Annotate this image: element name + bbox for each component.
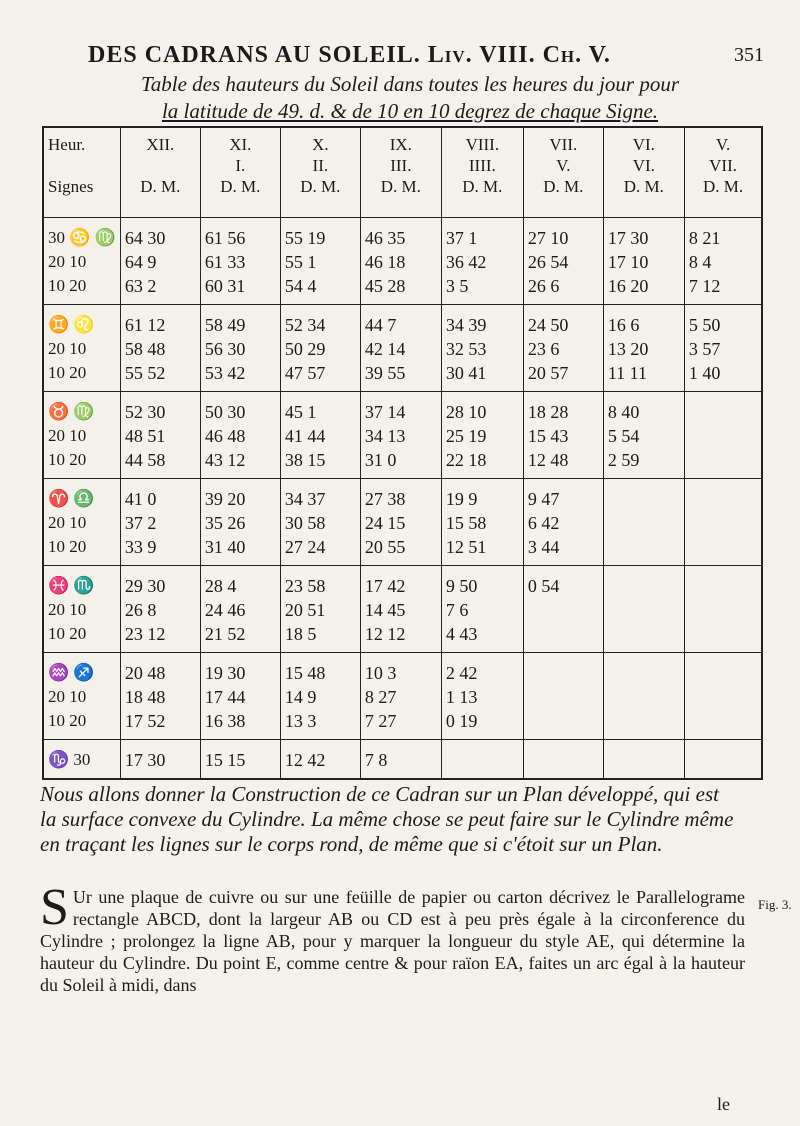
value-cell: 55 19: [280, 218, 360, 251]
value-cell: [684, 653, 762, 686]
value-cell: 24 46: [200, 598, 280, 622]
value-cell: 20 48: [120, 653, 200, 686]
value-cell: 3 5: [441, 274, 523, 305]
value-cell: 9 47: [523, 479, 603, 512]
value-cell: 34 39: [441, 305, 523, 338]
header-hour-2: [200, 127, 280, 218]
header-line: [125, 155, 196, 176]
value-cell: 42 14: [360, 337, 441, 361]
header-hour-1: [120, 127, 200, 218]
table-row: [43, 511, 762, 535]
value-cell: 44 7: [360, 305, 441, 338]
sign-cell: 30 ♋ ♍: [43, 218, 120, 251]
value-cell: 13 3: [280, 709, 360, 740]
value-cell: 10 3: [360, 653, 441, 686]
value-cell: 61 56: [200, 218, 280, 251]
value-cell: 28 10: [441, 392, 523, 425]
value-cell: 21 52: [200, 622, 280, 653]
value-cell: 64 30: [120, 218, 200, 251]
header-line: XI.: [229, 135, 252, 154]
value-cell: [603, 685, 684, 709]
value-cell: 19 30: [200, 653, 280, 686]
value-cell: 20 55: [360, 535, 441, 566]
value-cell: [684, 622, 762, 653]
value-cell: 45 1: [280, 392, 360, 425]
value-cell: 8 27: [360, 685, 441, 709]
sign-cell: 20 10: [43, 511, 120, 535]
value-cell: 2 42: [441, 653, 523, 686]
value-cell: 58 48: [120, 337, 200, 361]
sign-cell: ♓ ♏: [43, 566, 120, 599]
header-line: D. M.: [623, 177, 664, 196]
value-cell: 25 19: [441, 424, 523, 448]
value-cell: 13 20: [603, 337, 684, 361]
sign-cell: 10 20: [43, 274, 120, 305]
sign-cell: 10 20: [43, 448, 120, 479]
value-cell: 30 41: [441, 361, 523, 392]
value-cell: 8 4: [684, 250, 762, 274]
value-cell: 0 19: [441, 709, 523, 740]
value-cell: 5 50: [684, 305, 762, 338]
value-cell: 12 51: [441, 535, 523, 566]
header-line: VI.: [632, 156, 655, 175]
value-cell: 16 38: [200, 709, 280, 740]
header-hour-6: [523, 127, 603, 218]
table-row: [43, 448, 762, 479]
sign-cell: 10 20: [43, 709, 120, 740]
value-cell: 18 48: [120, 685, 200, 709]
value-cell: [603, 622, 684, 653]
header-line: XII.: [146, 135, 175, 154]
value-cell: 39 20: [200, 479, 280, 512]
value-cell: 55 52: [120, 361, 200, 392]
sign-cell: 10 20: [43, 535, 120, 566]
value-cell: 44 58: [120, 448, 200, 479]
value-cell: 38 15: [280, 448, 360, 479]
value-cell: [684, 448, 762, 479]
table-row: [43, 218, 762, 251]
value-cell: [684, 535, 762, 566]
value-cell: 22 18: [441, 448, 523, 479]
header-hour-8: [684, 127, 762, 218]
table-row: [43, 709, 762, 740]
value-cell: 56 30: [200, 337, 280, 361]
table-row: [43, 479, 762, 512]
value-cell: 34 37: [280, 479, 360, 512]
sign-cell: 20 10: [43, 337, 120, 361]
value-cell: 17 10: [603, 250, 684, 274]
header-line: X.: [312, 135, 329, 154]
header-line: III.: [390, 156, 412, 175]
value-cell: 30 58: [280, 511, 360, 535]
header-line: Signes: [48, 177, 94, 196]
value-cell: [523, 740, 603, 780]
sign-cell: 20 10: [43, 250, 120, 274]
value-cell: [603, 740, 684, 780]
value-cell: 41 0: [120, 479, 200, 512]
value-cell: [684, 740, 762, 780]
value-cell: 52 30: [120, 392, 200, 425]
header-line: D. M.: [703, 177, 744, 196]
header-line: VIII.: [465, 135, 500, 154]
table-row: [43, 622, 762, 653]
value-cell: 7 6: [441, 598, 523, 622]
value-cell: 46 48: [200, 424, 280, 448]
header-line: II.: [312, 156, 329, 175]
value-cell: 48 51: [120, 424, 200, 448]
value-cell: 31 40: [200, 535, 280, 566]
table-title-line-1: Table des hauteurs du Soleil dans toutes les heures du jour pour: [140, 72, 680, 96]
value-cell: 14 9: [280, 685, 360, 709]
value-cell: 41 44: [280, 424, 360, 448]
value-cell: [684, 598, 762, 622]
value-cell: 24 15: [360, 511, 441, 535]
sign-cell: 20 10: [43, 424, 120, 448]
value-cell: 6 42: [523, 511, 603, 535]
header-line: D. M.: [220, 177, 261, 196]
value-cell: 23 6: [523, 337, 603, 361]
value-cell: 37 1: [441, 218, 523, 251]
header-line: VI.: [632, 135, 655, 154]
value-cell: 15 48: [280, 653, 360, 686]
value-cell: 7 12: [684, 274, 762, 305]
value-cell: 26 6: [523, 274, 603, 305]
value-cell: 20 51: [280, 598, 360, 622]
value-cell: 60 31: [200, 274, 280, 305]
value-cell: 17 30: [120, 740, 200, 780]
header-line: IX.: [389, 135, 412, 154]
table-row: [43, 392, 762, 425]
value-cell: 37 14: [360, 392, 441, 425]
value-cell: [603, 566, 684, 599]
value-cell: 34 13: [360, 424, 441, 448]
value-cell: 4 43: [441, 622, 523, 653]
value-cell: [684, 511, 762, 535]
value-cell: 23 58: [280, 566, 360, 599]
value-cell: 27 24: [280, 535, 360, 566]
value-cell: 3 57: [684, 337, 762, 361]
table-title-line-2: la latitude de 49. d. & de 10 en 10 degrez de chaque Signe.: [161, 99, 659, 123]
table-row: [43, 337, 762, 361]
value-cell: 61 12: [120, 305, 200, 338]
figure-margin-note: Fig. 3.: [758, 897, 792, 912]
header-hour-4: [360, 127, 441, 218]
value-cell: 45 28: [360, 274, 441, 305]
value-cell: 54 4: [280, 274, 360, 305]
header-line: D. M.: [300, 177, 341, 196]
value-cell: 15 58: [441, 511, 523, 535]
header-line: I.: [235, 156, 246, 175]
value-cell: 55 1: [280, 250, 360, 274]
sign-cell: 20 10: [43, 685, 120, 709]
sign-cell: ♊ ♌: [43, 305, 120, 338]
value-cell: [684, 566, 762, 599]
value-cell: 9 50: [441, 566, 523, 599]
value-cell: 63 2: [120, 274, 200, 305]
value-cell: 17 42: [360, 566, 441, 599]
value-cell: [684, 479, 762, 512]
sign-cell: 10 20: [43, 361, 120, 392]
value-cell: [684, 424, 762, 448]
value-cell: [441, 740, 523, 780]
value-cell: 46 18: [360, 250, 441, 274]
value-cell: 23 12: [120, 622, 200, 653]
value-cell: 12 12: [360, 622, 441, 653]
value-cell: 39 55: [360, 361, 441, 392]
value-cell: 26 8: [120, 598, 200, 622]
table-row: [43, 685, 762, 709]
value-cell: 47 57: [280, 361, 360, 392]
header-hour-5: [441, 127, 523, 218]
value-cell: 37 2: [120, 511, 200, 535]
value-cell: 16 20: [603, 274, 684, 305]
section-heading: Nous allons donner la Construction de ce Cadran sur un Plan développé, qui est la surface convexe du Cylindre. La même chose se peut faire sur le Cylindre même en traçant les lignes sur le corps rond, de même que si c'étoit sur un Plan.: [40, 782, 734, 856]
value-cell: 1 40: [684, 361, 762, 392]
page-number: 351: [734, 44, 764, 66]
value-cell: [523, 622, 603, 653]
value-cell: [523, 653, 603, 686]
header-hour-3: [280, 127, 360, 218]
value-cell: 8 40: [603, 392, 684, 425]
value-cell: 27 38: [360, 479, 441, 512]
header-line: D. M.: [140, 177, 181, 196]
header-line: D. M.: [543, 177, 584, 196]
table-row: [43, 305, 762, 338]
value-cell: 28 4: [200, 566, 280, 599]
sign-cell: 20 10: [43, 598, 120, 622]
value-cell: 11 11: [603, 361, 684, 392]
value-cell: 17 30: [603, 218, 684, 251]
value-cell: 19 9: [441, 479, 523, 512]
value-cell: 18 28: [523, 392, 603, 425]
value-cell: 20 57: [523, 361, 603, 392]
table-row: [43, 566, 762, 599]
header-line: V.: [715, 135, 731, 154]
value-cell: 29 30: [120, 566, 200, 599]
table-row: [43, 361, 762, 392]
value-cell: [603, 709, 684, 740]
value-cell: [684, 392, 762, 425]
table-row: [43, 274, 762, 305]
value-cell: [603, 598, 684, 622]
value-cell: 32 53: [441, 337, 523, 361]
sun-altitude-table: [42, 126, 763, 780]
value-cell: 7 27: [360, 709, 441, 740]
value-cell: 18 5: [280, 622, 360, 653]
value-cell: 36 42: [441, 250, 523, 274]
body-text: Ur une plaque de cuivre ou sur une feüille de papier ou carton décrivez le Parallelograme rectangle ABCD, dont la largeur AB ou CD est à peu près égale à la circonference du Cylindre ; prolongez la ligne AB, pour y marquer la longueur du style AE, qui détermine la hauteur du Cylindre. Du point E, comme centre & pour raïon EA, faites un arc égal à la hauteur du Soleil à midi, dans: [40, 887, 745, 995]
value-cell: 17 44: [200, 685, 280, 709]
value-cell: 17 52: [120, 709, 200, 740]
value-cell: 27 10: [523, 218, 603, 251]
value-cell: 31 0: [360, 448, 441, 479]
sign-cell: 10 20: [43, 622, 120, 653]
table-header: [43, 127, 762, 218]
value-cell: [523, 685, 603, 709]
value-cell: 33 9: [120, 535, 200, 566]
value-cell: 50 29: [280, 337, 360, 361]
header-line: Heur.: [48, 135, 86, 154]
value-cell: 14 45: [360, 598, 441, 622]
header-hour-7: [603, 127, 684, 218]
table-body: [43, 218, 762, 780]
value-cell: 15 15: [200, 740, 280, 780]
header-row: [43, 127, 762, 218]
sign-cell: ♒ ♐: [43, 653, 120, 686]
value-cell: 3 44: [523, 535, 603, 566]
value-cell: [523, 709, 603, 740]
value-cell: 24 50: [523, 305, 603, 338]
value-cell: 12 48: [523, 448, 603, 479]
header-line: VII.: [709, 156, 738, 175]
catchword: le: [717, 1094, 730, 1114]
value-cell: 61 33: [200, 250, 280, 274]
header-line: V.: [556, 156, 571, 175]
table-row: [43, 250, 762, 274]
value-cell: 15 43: [523, 424, 603, 448]
value-cell: 12 42: [280, 740, 360, 780]
body-paragraph: [40, 879, 745, 996]
value-cell: 1 13: [441, 685, 523, 709]
value-cell: 5 54: [603, 424, 684, 448]
header-line: D. M.: [380, 177, 421, 196]
sign-cell: ♈ ♎: [43, 479, 120, 512]
header-line: IIII.: [468, 156, 496, 175]
value-cell: 50 30: [200, 392, 280, 425]
header-line: D. M.: [462, 177, 503, 196]
value-cell: 46 35: [360, 218, 441, 251]
value-cell: [603, 535, 684, 566]
header-line: [48, 155, 116, 176]
table-row: [43, 598, 762, 622]
sign-cell: ♑ 30: [43, 740, 120, 780]
value-cell: [684, 685, 762, 709]
value-cell: 7 8: [360, 740, 441, 780]
value-cell: [523, 598, 603, 622]
value-cell: 64 9: [120, 250, 200, 274]
value-cell: [603, 653, 684, 686]
value-cell: 53 42: [200, 361, 280, 392]
value-cell: 52 34: [280, 305, 360, 338]
table-row: [43, 535, 762, 566]
sign-cell: ♉ ♍: [43, 392, 120, 425]
value-cell: [603, 479, 684, 512]
value-cell: [603, 511, 684, 535]
value-cell: 16 6: [603, 305, 684, 338]
table-row: [43, 653, 762, 686]
value-cell: 26 54: [523, 250, 603, 274]
value-cell: 2 59: [603, 448, 684, 479]
table-row: [43, 424, 762, 448]
header-line: VII.: [549, 135, 578, 154]
value-cell: 0 54: [523, 566, 603, 599]
header-hour-signes: [43, 127, 120, 218]
table-row: [43, 740, 762, 780]
value-cell: 35 26: [200, 511, 280, 535]
drop-cap: S: [40, 879, 69, 936]
running-head-title: DES CADRANS AU SOLEIL. Liv. VIII. Ch. V.: [88, 42, 611, 68]
value-cell: 8 21: [684, 218, 762, 251]
value-cell: 43 12: [200, 448, 280, 479]
value-cell: [684, 709, 762, 740]
value-cell: 58 49: [200, 305, 280, 338]
